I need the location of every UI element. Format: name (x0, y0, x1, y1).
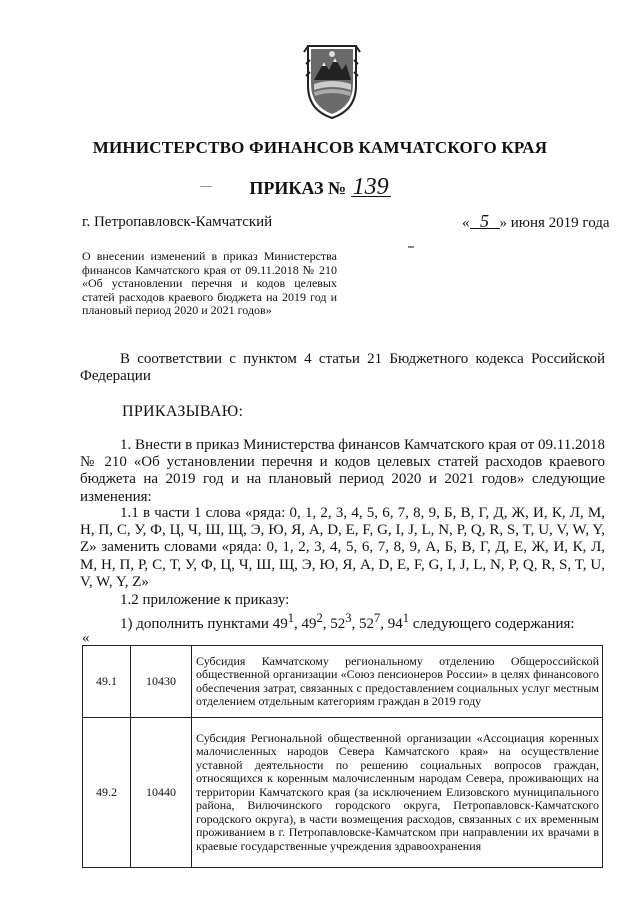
item-1-2-paragraph: 1.2 приложение к приказу: (120, 592, 290, 608)
scan-artifact (408, 246, 414, 248)
row-code: 10440 (131, 718, 192, 868)
table-row (83, 646, 603, 718)
row-code: 10430 (131, 646, 192, 718)
superscript: 2 (316, 611, 323, 625)
superscript: 1 (402, 611, 409, 625)
table-open-quote: « (82, 630, 90, 646)
order-subject: О внесении изменений в приказ Министерства финансов Камчатского края от 09.11.2018 № 210 «Об установлении перечня и кодов целевых статей расходов краевого бюджета на 2019 год и плановый период 2020 и 2021 годов» (82, 249, 337, 318)
item-1-2-1-text: следующего содержания: (408, 616, 575, 632)
order-number: 139 (352, 174, 389, 200)
item-1-2-1-text: , 49 (293, 616, 317, 632)
date-day: 5 (470, 214, 500, 229)
item-1-2-1-text: , 52 (322, 616, 346, 632)
order-title (0, 174, 640, 200)
basis-paragraph: В соответствии с пунктом 4 статьи 21 Бюджетного кодекса Российской Федерации (80, 351, 605, 385)
item-1-2-1-text: , 94 (380, 616, 403, 632)
order-prefix: ПРИКАЗ № (249, 178, 347, 198)
city-line: г. Петропавловск-Камчатский (82, 214, 273, 230)
item-1-2-1-paragraph (120, 610, 575, 633)
kamchatka-coat-of-arms-icon (302, 40, 362, 122)
item-1-2-1-text: , 52 (351, 616, 374, 632)
row-number: 49.2 (83, 718, 131, 868)
item-1-paragraph: 1. Внести в приказ Министерства финансов Камчатского края от 09.11.2018 № 210 «Об установлении перечня и кодов целевых статей расходов краевого бюджета на 2019 год и на плановый период 2020 и 2021 годов» следующие изменения: (80, 437, 605, 505)
item-1-1-paragraph: 1.1 в части 1 слова «ряда: 0, 1, 2, 3, 4, 5, 6, 7, 8, 9, Б, В, Г, Д, Ж, И, К, Л, М, Н, П, С, У, Ф, Ц, Ч, Ш, Щ, Э, Ю, Я, A, D, E, F, G, I, J, L, N, P, Q, R, S, T, U, V, W, Y, Z» заменить словами «ряда: 0, 1, 2, 3, 4, 5, 6, 7, 8, 9, А, Б, В, Г, Д, Е, Ж, И, К, Л, М, Н, П, Р, С, Т, У, Ф, Ц, Ч, Ш, Щ, Э, Ю, Я, A, D, E, F, G, I, J, L, N, P, Q, R, S, T, U, V, W, Y, Z» (80, 505, 605, 590)
codes-table (82, 645, 603, 868)
item-1-2-1-prefix: 1) дополнить пунктами 49 (120, 616, 288, 632)
table-row (83, 718, 603, 868)
order-word: ПРИКАЗЫВАЮ: (122, 403, 244, 420)
scan-artifact (200, 186, 212, 187)
superscript: 3 (345, 611, 352, 625)
ministry-heading: МИНИСТЕРСТВО ФИНАНСОВ КАМЧАТСКОГО КРАЯ (92, 138, 548, 157)
superscript: 7 (373, 611, 381, 625)
order-date (462, 211, 610, 232)
row-name: Субсидия Камчатскому региональному отделению Общероссийской общественной организации «Союз пенсионеров России» в целях финансового обеспечения затрат, связанных с предоставлением социальных услуг местным отделением отдельным категориям граждан в 2019 году (192, 646, 603, 718)
date-open-quote: « (462, 215, 470, 231)
row-number: 49.1 (83, 646, 131, 718)
date-rest: » июня 2019 года (499, 215, 610, 231)
row-name: Субсидия Региональной общественной организации «Ассоциация коренных малочисленных народов Севера Камчатского края» на осуществление уставной деятельности по решению социальных вопросов граждан, относящихся к коренным малочисленным народам Севера, проживающих на территории Камчатского края (за исключением Елизовского муниципального района, Вилючинского городского округа, Петропавловск-Камчатского городского округа), в части возмещения расходов, связанных с их временным проживанием в г. Петропавловске-Камчатском при направлении их врачами в краевые государственные учреждения здравоохранения (192, 718, 603, 868)
superscript: 1 (287, 611, 294, 625)
